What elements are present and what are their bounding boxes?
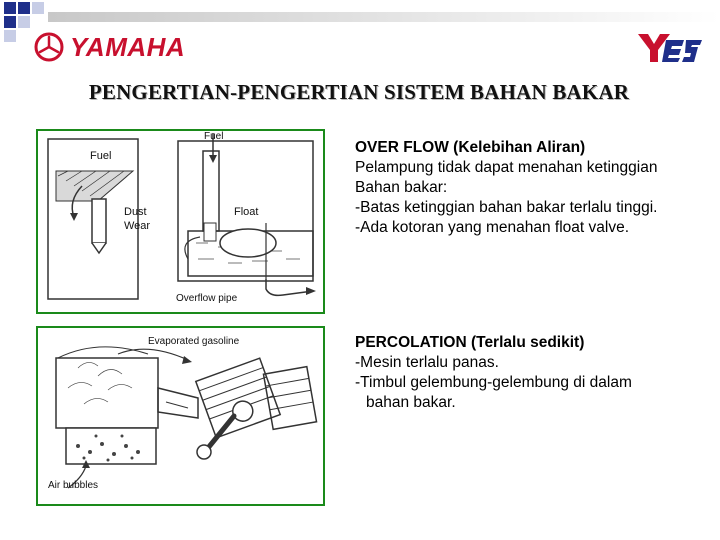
overflow-carburetor-illustration — [38, 131, 323, 312]
overflow-line: Bahan bakar: — [355, 179, 448, 196]
wear-label: Wear — [124, 220, 151, 232]
yes-logo — [636, 30, 704, 64]
percolation-line: -Mesin terlalu panas. — [355, 354, 499, 371]
float-label: Float — [234, 206, 259, 218]
overflow-pipe-label: Overflow pipe — [176, 293, 238, 304]
percolation-line: bahan bakar. — [366, 394, 456, 411]
overflow-line: -Batas ketinggian bahan bakar terlalu tinggi. — [355, 199, 658, 216]
percolation-engine-illustration — [38, 328, 323, 504]
dust-label: Dust — [124, 206, 147, 218]
fuel-label: Fuel — [90, 150, 112, 162]
overflow-line: -Ada kotoran yang menahan float valve. — [355, 219, 630, 236]
overflow-line: Pelampung tidak dapat menahan ketinggian — [355, 159, 658, 176]
fuel-top-label: Fuel — [204, 131, 224, 142]
yamaha-emblem-icon — [34, 32, 64, 62]
overflow-diagram — [36, 129, 325, 314]
air-bubbles-label: Air bubbles — [48, 480, 99, 491]
yamaha-logo — [34, 30, 185, 64]
percolation-description — [355, 333, 715, 413]
yamaha-wordmark: YAMAHA — [70, 31, 186, 62]
percolation-heading: PERCOLATION (Terlalu sedikit) — [355, 334, 585, 351]
percolation-diagram — [36, 326, 325, 506]
overflow-heading: OVER FLOW (Kelebihan Aliran) — [355, 139, 586, 156]
overflow-description — [355, 138, 715, 238]
page-title: PENGERTIAN-PENGERTIAN SISTEM BAHAN BAKAR — [88, 80, 630, 104]
header-band — [48, 12, 720, 22]
percolation-line: -Timbul gelembung-gelembung di dalam — [355, 374, 632, 391]
evaporated-gasoline-label: Evaporated gasoline — [148, 336, 240, 347]
